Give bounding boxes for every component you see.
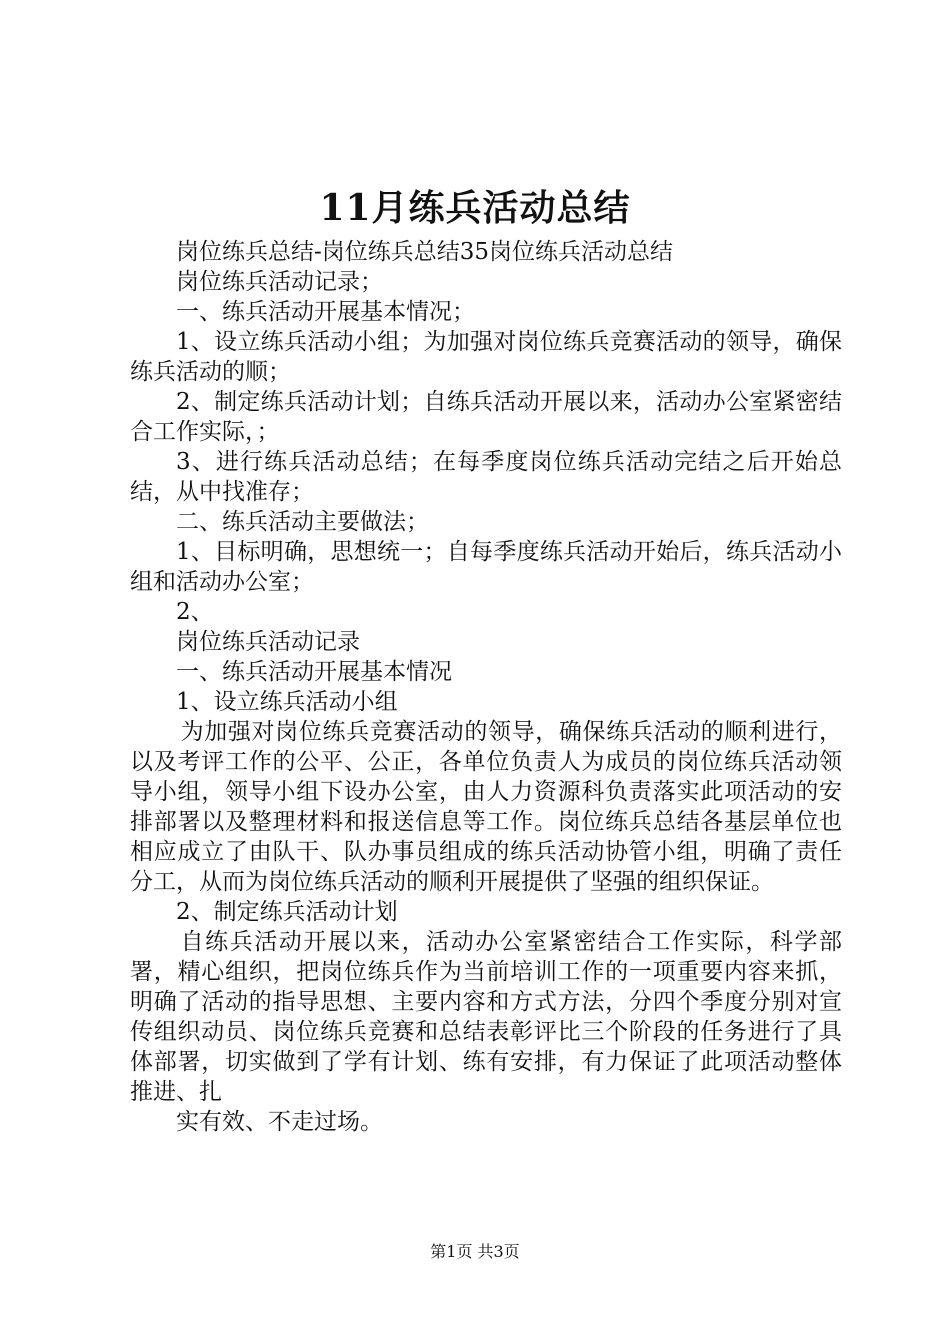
paragraph: 2、制定练兵活动计划；自练兵活动开展以来，活动办公室紧密结合工作实际，； bbox=[130, 389, 842, 445]
paragraph: 岗位练兵活动记录 bbox=[176, 629, 360, 655]
paragraph: 自练兵活动开展以来，活动办公室紧密结合工作实际，科学部署，精心组织，把岗位练兵作为当前培训工作的一项重要内容来抓，明确了活动的指导思想、主要内容和方式方法，分四个季度分别对宣传组织动员、岗位练兵竞赛和总结表彰评比三个阶段的任务进行了具体部署，切实做到了学有计划、练有安排，有力保证了此项活动整体推进、扎 bbox=[130, 929, 842, 1105]
paragraph: 2、 bbox=[176, 599, 214, 625]
document-body bbox=[130, 237, 842, 1137]
paragraph: 1、设立练兵活动小组 bbox=[176, 689, 398, 715]
paragraph: 1、目标明确，思想统一；自每季度练兵活动开始后，练兵活动小组和活动办公室； bbox=[130, 539, 842, 595]
paragraph: 3、进行练兵活动总结；在每季度岗位练兵活动完结之后开始总结，从中找准存； bbox=[130, 449, 842, 505]
paragraph: 一、练兵活动开展基本情况； bbox=[176, 299, 475, 325]
paragraph: 二、练兵活动主要做法； bbox=[176, 509, 429, 535]
paragraph: 为加强对岗位练兵竞赛活动的领导，确保练兵活动的顺利进行，以及考评工作的公平、公正，各单位负责人为成员的岗位练兵活动领导小组，领导小组下设办公室，由人力资源科负责落实此项活动的安排部署以及整理材料和报送信息等工作。岗位练兵总结各基层单位也相应成立了由队干、队办事员组成的练兵活动协管小组，明确了责任分工，从而为岗位练兵活动的顺利开展提供了坚强的组织保证。 bbox=[130, 719, 842, 895]
paragraph: 2、制定练兵活动计划 bbox=[176, 899, 398, 925]
page-footer: 第1页 共3页 bbox=[430, 1242, 520, 1261]
paragraph: 1、设立练兵活动小组；为加强对岗位练兵竞赛活动的领导，确保练兵活动的顺； bbox=[130, 329, 842, 385]
paragraph: 一、练兵活动开展基本情况 bbox=[176, 659, 452, 685]
paragraph: 岗位练兵活动记录； bbox=[176, 269, 383, 295]
document-title: 11月练兵活动总结 bbox=[319, 187, 631, 229]
paragraph: 实有效、不走过场。 bbox=[176, 1109, 383, 1135]
paragraph: 岗位练兵总结-岗位练兵总结35岗位练兵活动总结 bbox=[176, 239, 674, 265]
